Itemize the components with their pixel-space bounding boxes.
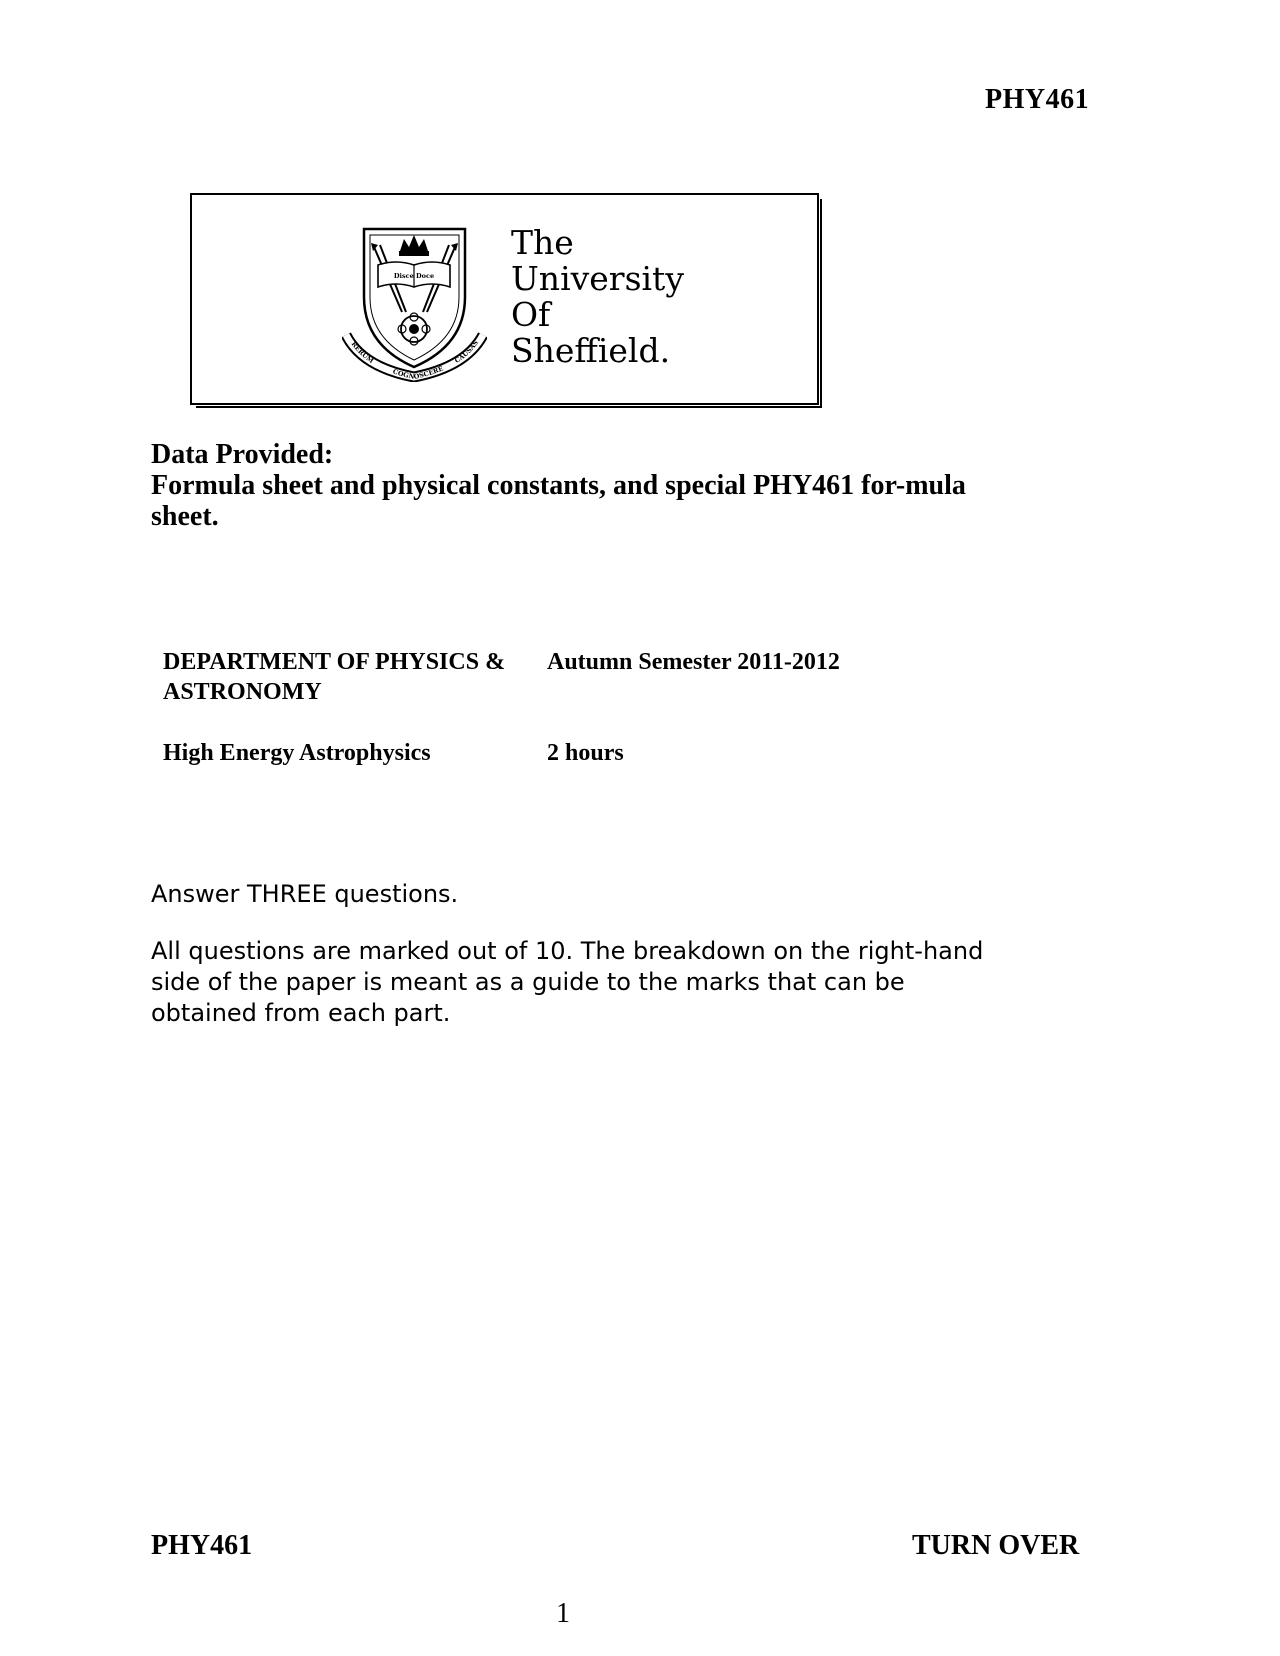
university-name-line: University [511,259,684,298]
data-provided-heading: Data Provided: [151,439,334,470]
exam-duration: 2 hours [547,740,624,766]
header-course-code: PHY461 [985,84,1090,115]
scroll-center-text: COGNOSCERE [391,364,445,381]
footer-course-code: PHY461 [151,1530,253,1561]
crest-motto-text: Disce Doce [393,272,435,280]
university-crest-icon [342,217,487,382]
university-name-line: Sheffield. [511,331,671,370]
svg-text:COGNOSCERE [392,364,445,381]
data-provided-text: Formula sheet and physical constants, and special PHY461 for-mula sheet. [151,470,966,532]
course-title: High Energy Astrophysics [163,740,431,766]
svg-text:CAUSAS [453,339,480,365]
department-label: DEPARTMENT OF PHYSICS & ASTRONOMY [163,649,506,705]
university-name-line: The [511,223,574,262]
semester-label: Autumn Semester 2011-2012 [547,649,840,675]
svg-text:RERUM [350,340,376,365]
scroll-right-text: CAUSAS [453,338,480,365]
scroll-left-text: RERUM [349,340,376,365]
answer-instruction: Answer THREE questions. [151,880,459,908]
turn-over-label: TURN OVER [912,1530,1080,1561]
university-name-line: Of [511,295,551,334]
university-name [511,225,684,369]
page-number: 1 [556,1598,570,1629]
university-logo-box [190,193,819,405]
marks-instruction: All questions are marked out of 10. The breakdown on the right-hand side of the paper is meant as a guide to the marks that can be obtained from each part. [151,937,984,1027]
